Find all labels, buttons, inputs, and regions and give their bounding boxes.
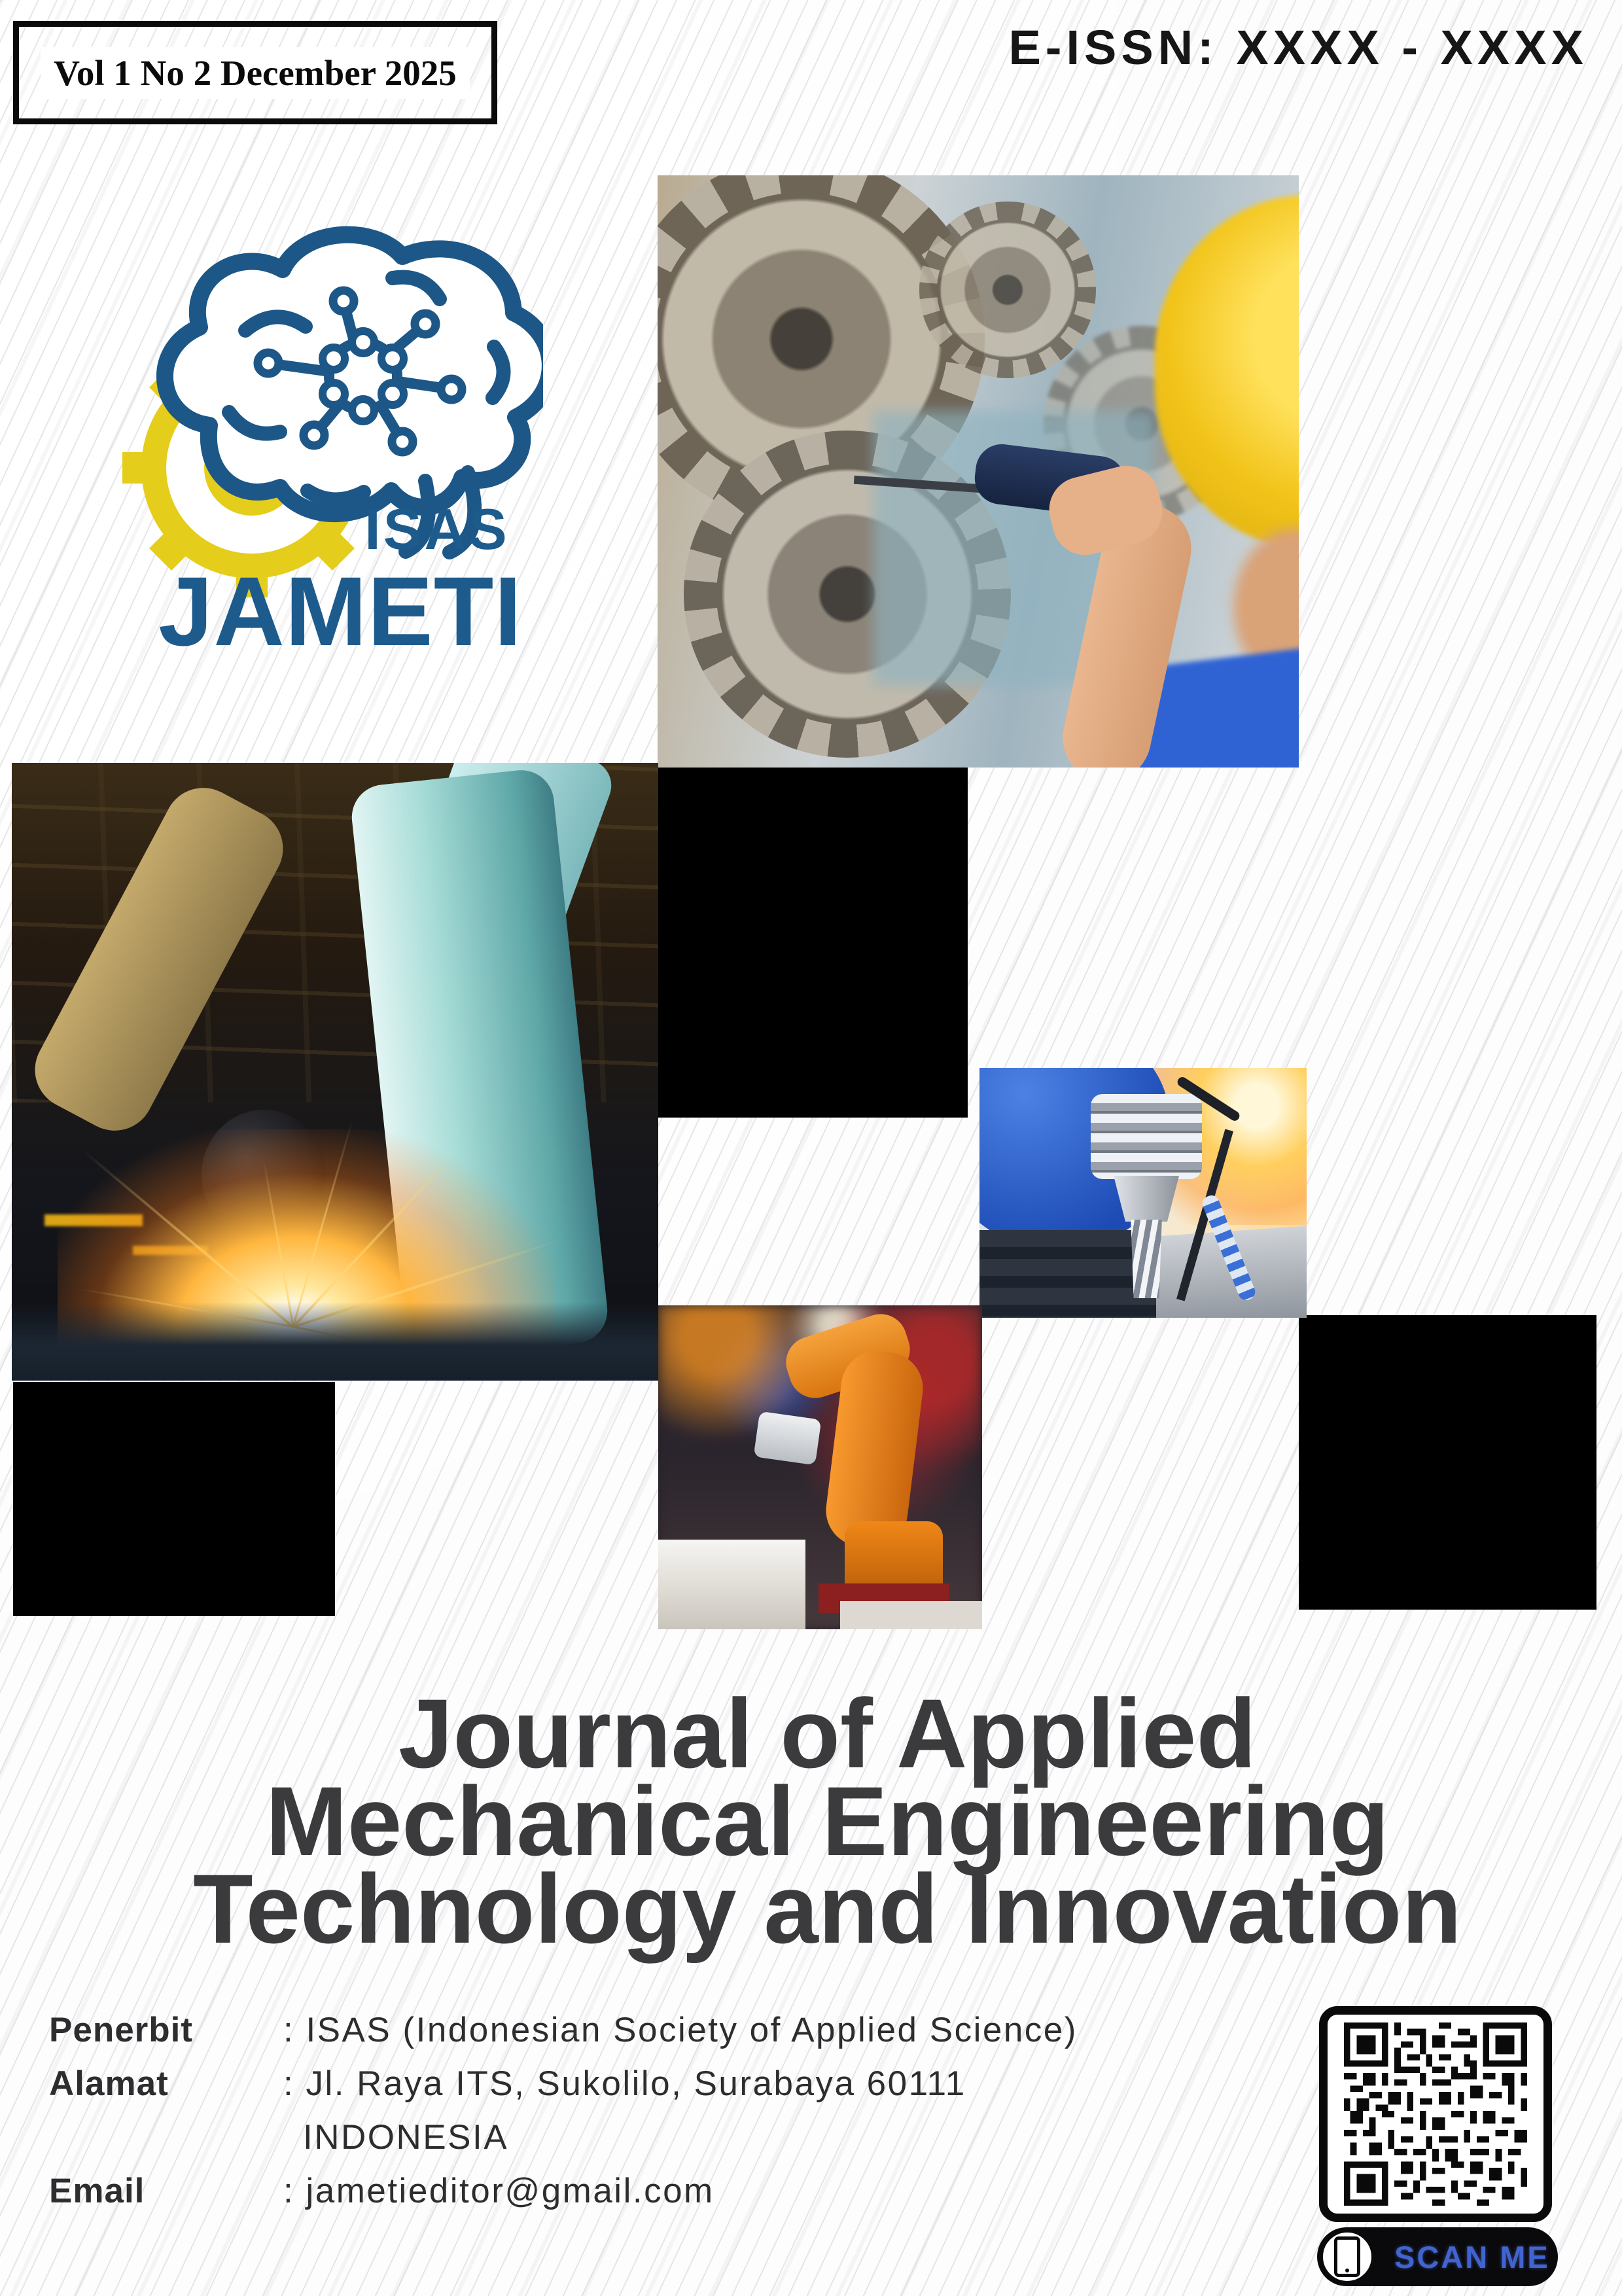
email-label: Email: [49, 2172, 145, 2210]
photo-orange-robot-arm: [658, 1305, 982, 1629]
qr-code-pattern: [1335, 2022, 1536, 2206]
black-collage-block: [1299, 1315, 1596, 1610]
address-row: [49, 2064, 1078, 2104]
journal-title-line3: Technology and Innovation: [193, 1854, 1462, 1964]
address-row-2: [49, 2117, 1078, 2157]
address-value: : Jl. Raya ITS, Sukolilo, Surabaya 60111: [283, 2064, 966, 2103]
scan-me-pill: [1317, 2227, 1558, 2286]
address-label: Alamat: [49, 2064, 169, 2103]
volume-issue-box: [13, 21, 497, 124]
eissn-label: E-ISSN: XXXX - XXXX: [1008, 20, 1588, 75]
robot-flange-shape: [754, 1411, 822, 1466]
black-collage-block: [13, 1382, 335, 1616]
white-pedestal-shape: [658, 1540, 805, 1629]
black-collage-block: [658, 768, 968, 1118]
mill-base-shape: [979, 1230, 1156, 1318]
photo-gear-maintenance: [658, 175, 1299, 768]
address-label-2: [49, 2117, 283, 2157]
publisher-row: [49, 2010, 1078, 2050]
logo-journal-acronym: JAMETI: [158, 556, 523, 666]
photo-welding-robot: [12, 763, 658, 1381]
end-mill-bit-shape: [1129, 1220, 1164, 1298]
qr-code: [1319, 2006, 1552, 2222]
volume-issue-label: Vol 1 No 2 December 2025: [41, 47, 470, 99]
publisher-label: Penerbit: [49, 2011, 194, 2049]
email-row: [49, 2171, 1078, 2211]
journal-title-line1: Journal of Applied: [398, 1678, 1257, 1788]
logo-org-acronym: ISAS: [364, 497, 510, 561]
photo-milling-machine: [979, 1068, 1307, 1318]
workbench-shape: [12, 1302, 658, 1381]
scan-me-label: SCAN ME: [1394, 2239, 1550, 2274]
phone-icon: [1320, 2229, 1375, 2284]
gear-shape: [919, 202, 1096, 378]
address-country-value: INDONESIA: [303, 2118, 509, 2157]
journal-title-line2: Mechanical Engineering: [265, 1766, 1390, 1876]
journal-title: [16, 1678, 1622, 1964]
email-value: : jametieditor@gmail.com: [283, 2172, 714, 2210]
white-pedestal-shape: [840, 1601, 982, 1629]
spindle-chuck-shape: [1091, 1094, 1202, 1179]
jameti-logo: [111, 216, 543, 666]
publisher-info: [49, 2010, 1078, 2225]
publisher-value: : ISAS (Indonesian Society of Applied Science): [283, 2011, 1078, 2049]
